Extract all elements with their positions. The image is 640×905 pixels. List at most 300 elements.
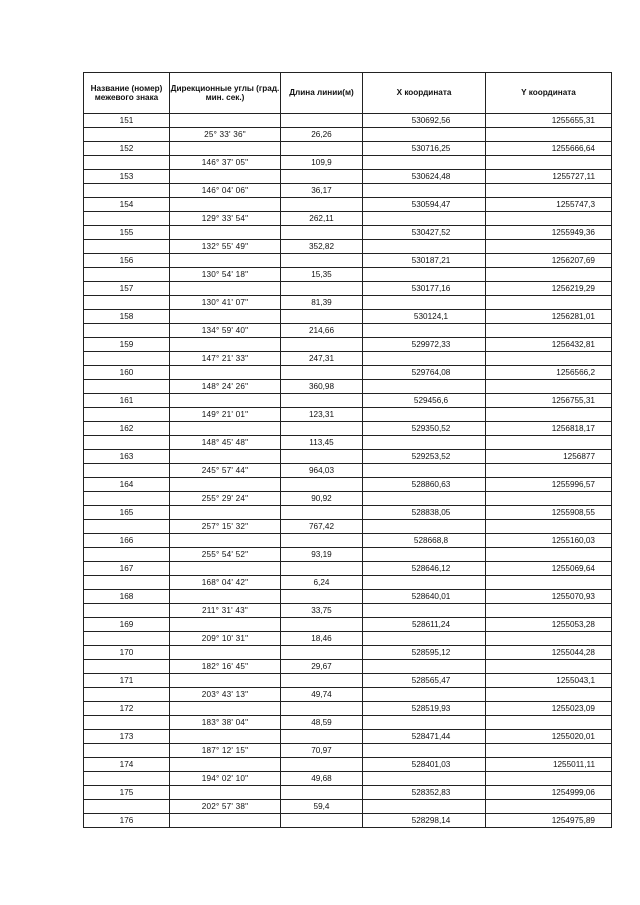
empty-cell [363,548,486,562]
x-coordinate: 528519,93 [363,702,486,716]
point-number: 168 [84,590,170,604]
empty-cell [84,352,170,366]
empty-cell [363,576,486,590]
point-row [84,310,612,324]
point-row [84,730,612,744]
empty-cell [486,688,612,702]
segment-row [84,324,612,338]
empty-cell [281,758,363,772]
line-length: 360,98 [281,380,363,394]
line-length: 26,26 [281,128,363,142]
point-number: 160 [84,366,170,380]
directional-angle: 257° 15' 32" [170,520,281,534]
directional-angle: 187° 12' 15" [170,744,281,758]
directional-angle: 168° 04' 42" [170,576,281,590]
x-coordinate: 530594,47 [363,198,486,212]
y-coordinate: 1255996,57 [486,478,612,492]
x-coordinate: 530692,56 [363,114,486,128]
empty-cell [170,618,281,632]
empty-cell [486,772,612,786]
header-row [84,73,612,114]
point-number: 165 [84,506,170,520]
point-number: 167 [84,562,170,576]
directional-angle: 149° 21' 01" [170,408,281,422]
directional-angle: 134° 59' 40" [170,324,281,338]
empty-cell [281,310,363,324]
empty-cell [170,142,281,156]
empty-cell [170,170,281,184]
empty-cell [170,506,281,520]
directional-angle: 209° 10' 31" [170,632,281,646]
directional-angle: 147° 21' 33" [170,352,281,366]
segment-row [84,380,612,394]
empty-cell [486,128,612,142]
x-coordinate: 529456,6 [363,394,486,408]
empty-cell [281,226,363,240]
line-length: 49,74 [281,688,363,702]
y-coordinate: 1256566,2 [486,366,612,380]
empty-cell [363,772,486,786]
empty-cell [486,660,612,674]
point-row [84,254,612,268]
empty-cell [281,702,363,716]
x-coordinate: 530624,48 [363,170,486,184]
empty-cell [281,478,363,492]
empty-cell [170,114,281,128]
line-length: 93,19 [281,548,363,562]
y-coordinate: 1255044,28 [486,646,612,660]
empty-cell [281,142,363,156]
y-coordinate: 1255020,01 [486,730,612,744]
header-length: Длина линии(м) [281,73,363,114]
segment-row [84,716,612,730]
header-x: X координата [363,73,486,114]
empty-cell [281,394,363,408]
point-row [84,534,612,548]
segment-row [84,604,612,618]
empty-cell [486,156,612,170]
empty-cell [170,366,281,380]
point-number: 151 [84,114,170,128]
line-length: 113,45 [281,436,363,450]
x-coordinate: 528640,01 [363,590,486,604]
segment-row [84,744,612,758]
segment-row [84,688,612,702]
point-row [84,338,612,352]
point-row [84,814,612,828]
empty-cell [363,660,486,674]
empty-cell [486,436,612,450]
empty-cell [170,534,281,548]
point-number: 172 [84,702,170,716]
point-number: 166 [84,534,170,548]
line-length: 767,42 [281,520,363,534]
y-coordinate: 1255160,03 [486,534,612,548]
segment-row [84,352,612,366]
empty-cell [486,352,612,366]
empty-cell [486,296,612,310]
empty-cell [486,464,612,478]
empty-cell [363,688,486,702]
y-coordinate: 1256755,31 [486,394,612,408]
y-coordinate: 1255069,64 [486,562,612,576]
empty-cell [84,660,170,674]
point-row [84,758,612,772]
point-number: 170 [84,646,170,660]
directional-angle: 129° 33' 54" [170,212,281,226]
x-coordinate: 528838,05 [363,506,486,520]
point-number: 162 [84,422,170,436]
point-row [84,562,612,576]
point-row [84,366,612,380]
empty-cell [363,716,486,730]
y-coordinate: 1255747,3 [486,198,612,212]
empty-cell [281,646,363,660]
y-coordinate: 1254999,06 [486,786,612,800]
survey-coordinates-table [83,72,612,828]
empty-cell [281,534,363,548]
x-coordinate: 528611,24 [363,618,486,632]
empty-cell [281,366,363,380]
segment-row [84,268,612,282]
line-length: 109,9 [281,156,363,170]
point-number: 173 [84,730,170,744]
x-coordinate: 528565,47 [363,674,486,688]
y-coordinate: 1256877 [486,450,612,464]
segment-row [84,492,612,506]
empty-cell [363,240,486,254]
segment-row [84,128,612,142]
empty-cell [363,380,486,394]
segment-row [84,464,612,478]
point-row [84,506,612,520]
x-coordinate: 529972,33 [363,338,486,352]
header-angles: Дирекционные углы (град. мин. сек.) [170,73,281,114]
y-coordinate: 1256219,29 [486,282,612,296]
empty-cell [170,730,281,744]
x-coordinate: 528352,83 [363,786,486,800]
empty-cell [281,422,363,436]
y-coordinate: 1255011,11 [486,758,612,772]
line-length: 15,35 [281,268,363,282]
empty-cell [84,548,170,562]
empty-cell [84,576,170,590]
empty-cell [486,520,612,534]
point-row [84,142,612,156]
point-row [84,170,612,184]
empty-cell [281,730,363,744]
directional-angle: 183° 38' 04" [170,716,281,730]
empty-cell [170,478,281,492]
point-row [84,674,612,688]
point-number: 152 [84,142,170,156]
segment-row [84,436,612,450]
directional-angle: 148° 24' 26" [170,380,281,394]
point-number: 159 [84,338,170,352]
empty-cell [170,450,281,464]
y-coordinate: 1254975,89 [486,814,612,828]
empty-cell [281,590,363,604]
x-coordinate: 530124,1 [363,310,486,324]
x-coordinate: 530716,25 [363,142,486,156]
empty-cell [486,380,612,394]
y-coordinate: 1255655,31 [486,114,612,128]
x-coordinate: 528668,8 [363,534,486,548]
empty-cell [363,744,486,758]
segment-row [84,772,612,786]
point-number: 175 [84,786,170,800]
empty-cell [84,800,170,814]
line-length: 247,31 [281,352,363,366]
empty-cell [486,576,612,590]
empty-cell [486,548,612,562]
empty-cell [281,674,363,688]
segment-row [84,240,612,254]
point-row [84,618,612,632]
header-name: Название (номер) межевого знака [84,73,170,114]
x-coordinate: 528298,14 [363,814,486,828]
segment-row [84,520,612,534]
point-number: 169 [84,618,170,632]
empty-cell [363,632,486,646]
directional-angle: 203° 43' 13" [170,688,281,702]
directional-angle: 132° 55' 49" [170,240,281,254]
empty-cell [84,464,170,478]
empty-cell [84,744,170,758]
empty-cell [170,310,281,324]
empty-cell [486,604,612,618]
line-length: 36,17 [281,184,363,198]
directional-angle: 25° 33' 36" [170,128,281,142]
empty-cell [84,296,170,310]
x-coordinate: 530187,21 [363,254,486,268]
empty-cell [170,422,281,436]
empty-cell [84,184,170,198]
empty-cell [281,562,363,576]
point-row [84,786,612,800]
y-coordinate: 1255949,36 [486,226,612,240]
empty-cell [281,338,363,352]
directional-angle: 245° 57' 44" [170,464,281,478]
point-row [84,394,612,408]
y-coordinate: 1256281,01 [486,310,612,324]
y-coordinate: 1256432,81 [486,338,612,352]
directional-angle: 182° 16' 45" [170,660,281,674]
line-length: 49,68 [281,772,363,786]
empty-cell [84,268,170,282]
empty-cell [281,814,363,828]
empty-cell [281,618,363,632]
point-number: 155 [84,226,170,240]
y-coordinate: 1255908,55 [486,506,612,520]
segment-row [84,548,612,562]
point-number: 174 [84,758,170,772]
segment-row [84,800,612,814]
empty-cell [84,520,170,534]
point-number: 164 [84,478,170,492]
directional-angle: 194° 02' 10" [170,772,281,786]
empty-cell [363,800,486,814]
directional-angle: 130° 41' 07" [170,296,281,310]
point-row [84,450,612,464]
empty-cell [486,268,612,282]
line-length: 59,4 [281,800,363,814]
empty-cell [486,212,612,226]
point-row [84,198,612,212]
empty-cell [281,506,363,520]
directional-angle: 255° 29' 24" [170,492,281,506]
directional-angle: 130° 54' 18" [170,268,281,282]
point-row [84,590,612,604]
line-length: 48,59 [281,716,363,730]
empty-cell [170,394,281,408]
segment-row [84,632,612,646]
line-length: 70,97 [281,744,363,758]
segment-row [84,408,612,422]
empty-cell [84,604,170,618]
empty-cell [363,352,486,366]
empty-cell [363,128,486,142]
line-length: 352,82 [281,240,363,254]
empty-cell [281,450,363,464]
directional-angle: 148° 45' 48" [170,436,281,450]
x-coordinate: 528860,63 [363,478,486,492]
y-coordinate: 1255043,1 [486,674,612,688]
empty-cell [84,128,170,142]
empty-cell [486,240,612,254]
segment-row [84,576,612,590]
point-row [84,646,612,660]
point-number: 156 [84,254,170,268]
empty-cell [363,604,486,618]
x-coordinate: 528595,12 [363,646,486,660]
empty-cell [170,282,281,296]
point-number: 161 [84,394,170,408]
x-coordinate: 529253,52 [363,450,486,464]
empty-cell [363,156,486,170]
empty-cell [170,786,281,800]
x-coordinate: 529764,08 [363,366,486,380]
point-number: 163 [84,450,170,464]
empty-cell [363,184,486,198]
x-coordinate: 530177,16 [363,282,486,296]
point-number: 171 [84,674,170,688]
empty-cell [281,114,363,128]
line-length: 81,39 [281,296,363,310]
point-row [84,226,612,240]
empty-cell [170,674,281,688]
empty-cell [363,268,486,282]
empty-cell [363,464,486,478]
y-coordinate: 1255727,11 [486,170,612,184]
point-number: 154 [84,198,170,212]
y-coordinate: 1255070,93 [486,590,612,604]
empty-cell [84,408,170,422]
point-row [84,282,612,296]
table-body [84,114,612,828]
empty-cell [170,254,281,268]
x-coordinate: 528471,44 [363,730,486,744]
point-number: 153 [84,170,170,184]
empty-cell [281,282,363,296]
empty-cell [486,492,612,506]
segment-row [84,184,612,198]
empty-cell [363,492,486,506]
empty-cell [486,184,612,198]
line-length: 123,31 [281,408,363,422]
empty-cell [84,772,170,786]
empty-cell [281,786,363,800]
empty-cell [170,226,281,240]
point-number: 158 [84,310,170,324]
empty-cell [170,702,281,716]
empty-cell [84,380,170,394]
directional-angle: 202° 57' 38" [170,800,281,814]
empty-cell [84,240,170,254]
empty-cell [170,198,281,212]
segment-row [84,156,612,170]
y-coordinate: 1255053,28 [486,618,612,632]
empty-cell [84,632,170,646]
line-length: 90,92 [281,492,363,506]
empty-cell [170,562,281,576]
point-row [84,114,612,128]
header-y: Y координата [486,73,612,114]
empty-cell [486,408,612,422]
x-coordinate: 528401,03 [363,758,486,772]
empty-cell [363,212,486,226]
empty-cell [170,814,281,828]
empty-cell [281,254,363,268]
y-coordinate: 1256818,17 [486,422,612,436]
empty-cell [363,436,486,450]
line-length: 18,46 [281,632,363,646]
line-length: 29,67 [281,660,363,674]
segment-row [84,212,612,226]
empty-cell [84,716,170,730]
segment-row [84,660,612,674]
directional-angle: 146° 37' 05" [170,156,281,170]
point-row [84,702,612,716]
empty-cell [363,324,486,338]
line-length: 214,66 [281,324,363,338]
segment-row [84,296,612,310]
x-coordinate: 528646,12 [363,562,486,576]
line-length: 33,75 [281,604,363,618]
empty-cell [170,590,281,604]
empty-cell [84,688,170,702]
empty-cell [486,744,612,758]
empty-cell [170,338,281,352]
line-length: 262,11 [281,212,363,226]
empty-cell [363,520,486,534]
empty-cell [84,212,170,226]
y-coordinate: 1256207,69 [486,254,612,268]
point-number: 157 [84,282,170,296]
point-row [84,478,612,492]
empty-cell [170,646,281,660]
empty-cell [84,156,170,170]
empty-cell [363,408,486,422]
point-row [84,422,612,436]
empty-cell [486,632,612,646]
empty-cell [84,436,170,450]
empty-cell [84,324,170,338]
empty-cell [84,492,170,506]
y-coordinate: 1255023,09 [486,702,612,716]
x-coordinate: 530427,52 [363,226,486,240]
empty-cell [281,170,363,184]
